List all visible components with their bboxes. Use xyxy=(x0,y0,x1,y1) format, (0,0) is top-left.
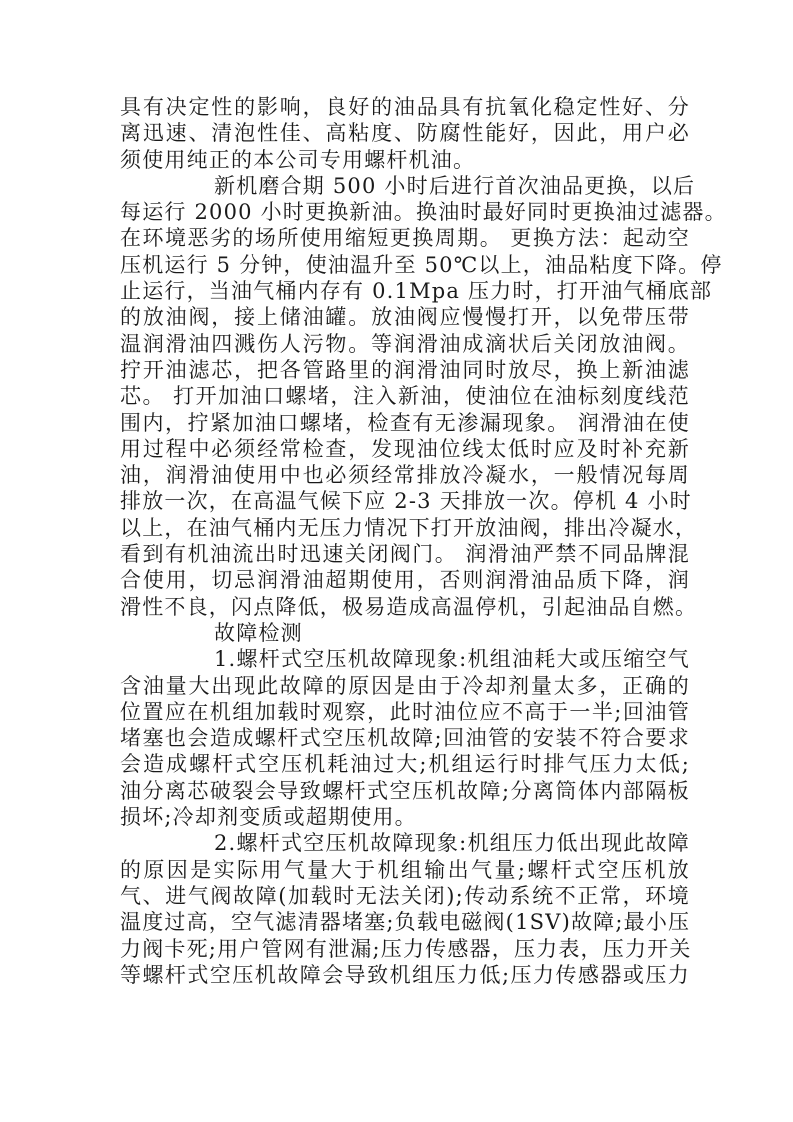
text-line: 压机运行 5 分钟，使油温升至 50℃以上，油品粘度下降。停 xyxy=(120,252,723,277)
text-line: 的原因是实际用气量大于机组输出气量;螺杆式空压机放 xyxy=(120,857,690,882)
paragraph-first-line: 故障检测 xyxy=(214,620,303,645)
text-line: 温度过高，空气滤清器堵塞;负载电磁阀(1SV)故障;最小压 xyxy=(120,910,691,935)
text-line: 看到有机油流出时迅速关闭阀门。 润滑油严禁不同品牌混 xyxy=(120,542,690,567)
text-line: 止运行，当油气桶内存有 0.1Mpa 压力时，打开油气桶底部 xyxy=(120,279,713,304)
paragraph-first-line: 1.螺杆式空压机故障现象:机组油耗大或压缩空气 xyxy=(214,647,690,672)
text-line: 力阀卡死;用户管网有泄漏;压力传感器，压力表，压力开关 xyxy=(120,936,692,961)
text-line: 用过程中必须经常检查，发现油位线太低时应及时补充新 xyxy=(120,436,690,461)
text-line: 拧开油滤芯，把各管路里的润滑油同时放尽，换上新油滤 xyxy=(120,357,690,382)
text-line: 油，润滑油使用中也必须经常排放冷凝水，一般情况每周 xyxy=(120,463,690,488)
text-line: 等螺杆式空压机故障会导致机组压力低;压力传感器或压力 xyxy=(120,962,690,987)
text-line: 合使用，切忌润滑油超期使用，否则润滑油品质下降，润 xyxy=(120,568,690,593)
text-line: 气、进气阀故障(加载时无法关闭);传动系统不正常，环境 xyxy=(120,883,690,908)
text-line: 滑性不良，闪点降低，极易造成高温停机，引起油品自燃。 xyxy=(120,594,698,619)
text-line: 芯。 打开加油口螺堵，注入新油，使油位在油标刻度线范 xyxy=(120,384,690,409)
text-line: 在环境恶劣的场所使用缩短更换周期。 更换方法：起动空 xyxy=(120,226,690,251)
text-line: 排放一次，在高温气候下应 2-3 天排放一次。停机 4 小时 xyxy=(120,489,692,514)
text-line: 每运行 2000 小时更换新油。换油时最好同时更换油过滤器。 xyxy=(120,200,727,225)
text-line: 含油量大出现此故障的原因是由于冷却剂量太多，正确的 xyxy=(120,673,690,698)
text-line: 损坏;冷却剂变质或超期使用。 xyxy=(120,805,417,830)
text-line: 会造成螺杆式空压机耗油过大;机组运行时排气压力太低; xyxy=(120,752,690,777)
text-line: 具有决定性的影响，良好的油品具有抗氧化稳定性好、分 xyxy=(120,95,690,119)
paragraph-first-line: 2.螺杆式空压机故障现象:机组压力低出现此故障 xyxy=(214,831,690,856)
text-line: 位置应在机组加载时观察，此时油位应不高于一半;回油管 xyxy=(120,699,690,724)
text-line: 的放油阀，接上储油罐。放油阀应慢慢打开，以免带压带 xyxy=(120,305,690,330)
text-line: 以上，在油气桶内无压力情况下打开放油阀，排出冷凝水， xyxy=(120,515,698,540)
document-body xyxy=(120,94,727,988)
text-line: 离迅速、清泡性佳、高粘度、防腐性能好，因此，用户必 xyxy=(120,121,690,146)
text-line: 须使用纯正的本公司专用螺杆机油。 xyxy=(120,147,476,172)
text-line: 温润滑油四溅伤人污物。等润滑油成滴状后关闭放油阀。 xyxy=(120,331,690,356)
paragraph-first-line: 新机磨合期 500 小时后进行首次油品更换，以后 xyxy=(214,173,696,198)
text-line: 油分离芯破裂会导致螺杆式空压机故障;分离筒体内部隔板 xyxy=(120,778,690,803)
text-line: 围内，拧紧加油口螺堵，检查有无渗漏现象。 润滑油在使 xyxy=(120,410,690,435)
text-line: 堵塞也会造成螺杆式空压机故障;回油管的安装不符合要求 xyxy=(120,726,690,751)
